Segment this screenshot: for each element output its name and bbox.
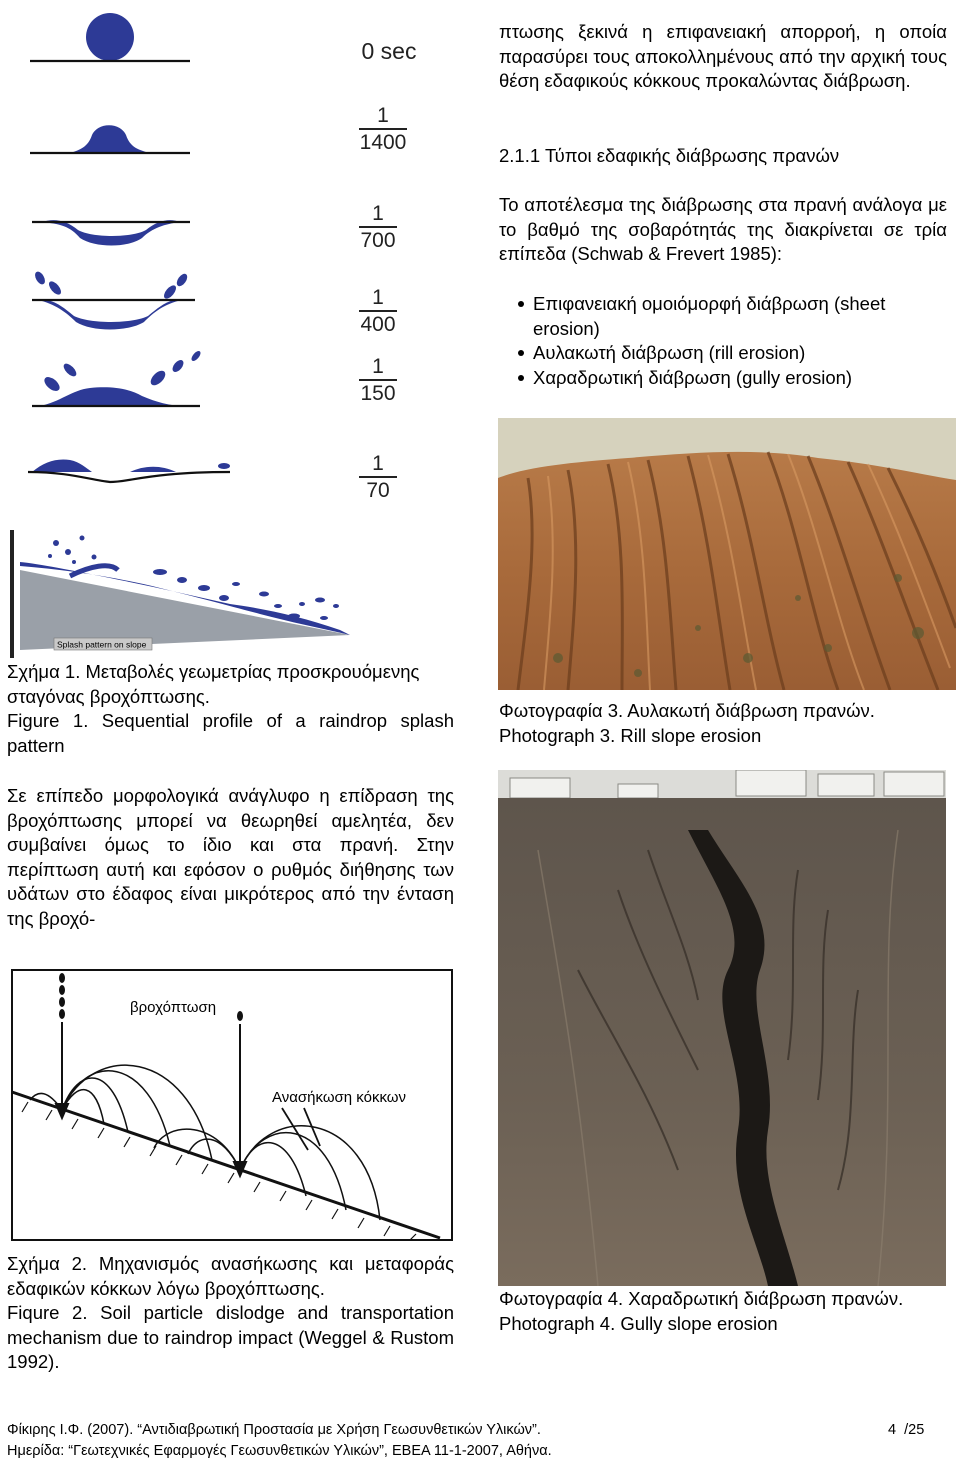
- section-paragraph: Το αποτέλεσμα της διάβρωσης στα πρανή ανάλογα με το βαθμό της σοβαρότητάς της διακρίνεται σε τρία επίπεδα (Schwab & Frevert 1985):: [499, 194, 947, 264]
- drop-70: [32, 460, 92, 473]
- slope-splash-diagram: [10, 530, 350, 658]
- figure-2-caption: [7, 1252, 454, 1375]
- footer-event: Ημερίδα: “Γεωτεχνικές Εφαρμογές Γεωσυνθετικών Υλικών”, ΕΒΕΑ 11-1-2007, Αθήνα.: [7, 1443, 552, 1459]
- bullet-rill-erosion: Αυλακωτή διάβρωση (rill erosion): [499, 341, 947, 366]
- figure-2: [8, 962, 458, 1250]
- drop-0: [86, 13, 134, 61]
- drop-700: [42, 220, 180, 245]
- drop-150: [40, 387, 184, 406]
- drop-400: [38, 300, 182, 330]
- section-heading: 2.1.1 Τύποι εδαφικής διάβρωσης πρανών: [499, 145, 840, 166]
- bullet-gully-erosion: Χαραδρωτική διάβρωση (gully erosion): [499, 366, 947, 391]
- bullet-sheet-erosion: Επιφανειακή ομοιόμορφή διάβρωση (sheet erosion): [499, 292, 947, 341]
- photograph-4-caption-gr: Φωτογραφία 4. Χαραδρωτική διάβρωση πρανών.: [499, 1288, 904, 1309]
- label-700: 1 700: [360, 202, 396, 252]
- drop-1400: [70, 125, 150, 153]
- figure-2-caption-en: Fiqure 2. Soil particle dislodge and transportation mechanism due to raindrop impact (Weggel & Rustom 1992).: [7, 1302, 454, 1372]
- photograph-4-caption-en: Photograph 4. Gully slope erosion: [499, 1312, 778, 1334]
- figure-1: [10, 10, 460, 660]
- figure-2-caption-gr: Σχήμα 2. Μηχανισμός ανασήκωσης και μεταφοράς εδαφικών κόκκων λόγω βροχόπτωσης.: [7, 1253, 454, 1299]
- label-rainfall: βροχόπτωση: [130, 999, 217, 1016]
- footer-citation: Φίκιρης Ι.Φ. (2007). “Αντιδιαβρωτική Προστασία με Χρήση Γεωσυνθετικών Υλικών”.: [7, 1422, 541, 1438]
- photograph-3: [498, 418, 956, 690]
- photograph-3-caption-gr: Φωτογραφία 3. Αυλακωτή διάβρωση πρανών.: [499, 700, 875, 721]
- label-400: 1 400: [360, 286, 396, 336]
- label-150: 1 150: [360, 355, 396, 405]
- photograph-3-caption: [499, 699, 947, 748]
- label-1400: 1 1400: [359, 104, 407, 154]
- gully-erosion-photo: [498, 770, 946, 1286]
- label-70: 1 70: [353, 453, 403, 502]
- figure-1-caption-en: Figure 1. Sequential profile of a raindrop splash pattern: [7, 710, 454, 756]
- photograph-4: [498, 770, 946, 1286]
- right-intro-paragraph: πτωσης ξεκινά η επιφανειακή απορροή, η οποία παρασύρει τους αποκολλημένους από την αρχική τους θέση εδαφικούς κόκκους προκαλώντας διάβρωση.: [499, 21, 947, 91]
- footer-page-number: 4 /25: [888, 1422, 925, 1438]
- rill-erosion-photo: [498, 418, 956, 690]
- figure-1-caption: [7, 660, 454, 758]
- left-paragraph: Σε επίπεδο μορφολογικά ανάγλυφο η επίδραση της βροχόπτωσης μπορεί να θεωρηθεί αμελητέα, δεν συμβαίνει όμως το ίδιο και στα πρανή. Στην περίπτωση αυτή και εφόσον ο ρυθμός διήθησης των υδάτων στο έδαφος είναι μικρότερος από την ένταση της βροχό-: [7, 785, 454, 929]
- figure-1-caption-gr: Σχήμα 1. Μεταβολές γεωμετρίας προσκρουόμενης σταγόνας βροχόπτωσης.: [7, 661, 420, 707]
- photograph-3-caption-en: Photograph 3. Rill slope erosion: [499, 724, 762, 746]
- erosion-types-list: [499, 292, 947, 390]
- slope-label: Splash pattern on slope: [57, 639, 147, 650]
- label-0sec: 0 sec: [361, 38, 417, 64]
- photograph-4-caption: [499, 1287, 947, 1336]
- label-particle-splash: Ανασήκωση κόκκων: [272, 1089, 406, 1106]
